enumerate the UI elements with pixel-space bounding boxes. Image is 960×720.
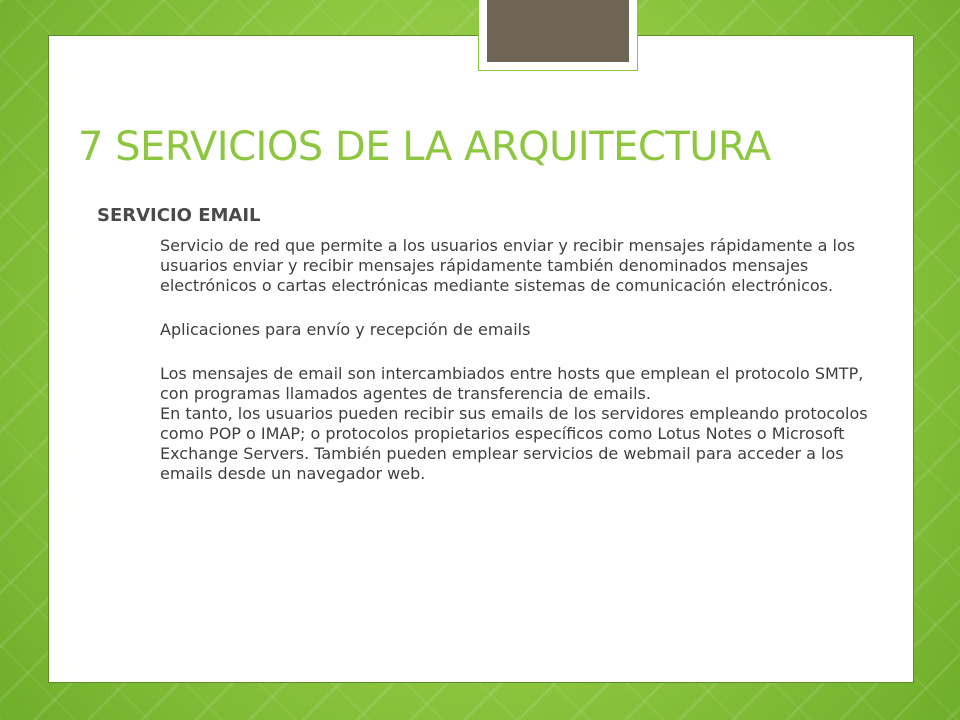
paragraph-smtp: Los mensajes de email son intercambiados entre hosts que emplean el protocolo SMTP, con programas llamados agentes de transferencia de emails. [160, 364, 864, 403]
paragraph-applications: Aplicaciones para envío y recepción de emails [160, 320, 531, 339]
body-text [160, 236, 880, 484]
section-heading: SERVICIO EMAIL [97, 205, 261, 226]
slide-title: 7 SERVICIOS DE LA ARQUITECTURA [78, 124, 771, 170]
paragraph-pop-imap: En tanto, los usuarios pueden recibir sus emails de los servidores empleando protocolos como POP o IMAP; o protocolos propietarios específicos como Lotus Notes o Microsoft Exchange Servers. También pueden emplear servicios de webmail para acceder a los emails desde un navegador web. [160, 404, 868, 483]
paragraph-definition: Servicio de red que permite a los usuarios enviar y recibir mensajes rápidamente a los usuarios enviar y recibir mensajes rápidamente también denominados mensajes electrónicos o cartas electrónicas mediante sistemas de comunicación electrónicos. [160, 236, 856, 295]
decorative-box-fill [487, 0, 629, 62]
decorative-box [478, 0, 638, 71]
